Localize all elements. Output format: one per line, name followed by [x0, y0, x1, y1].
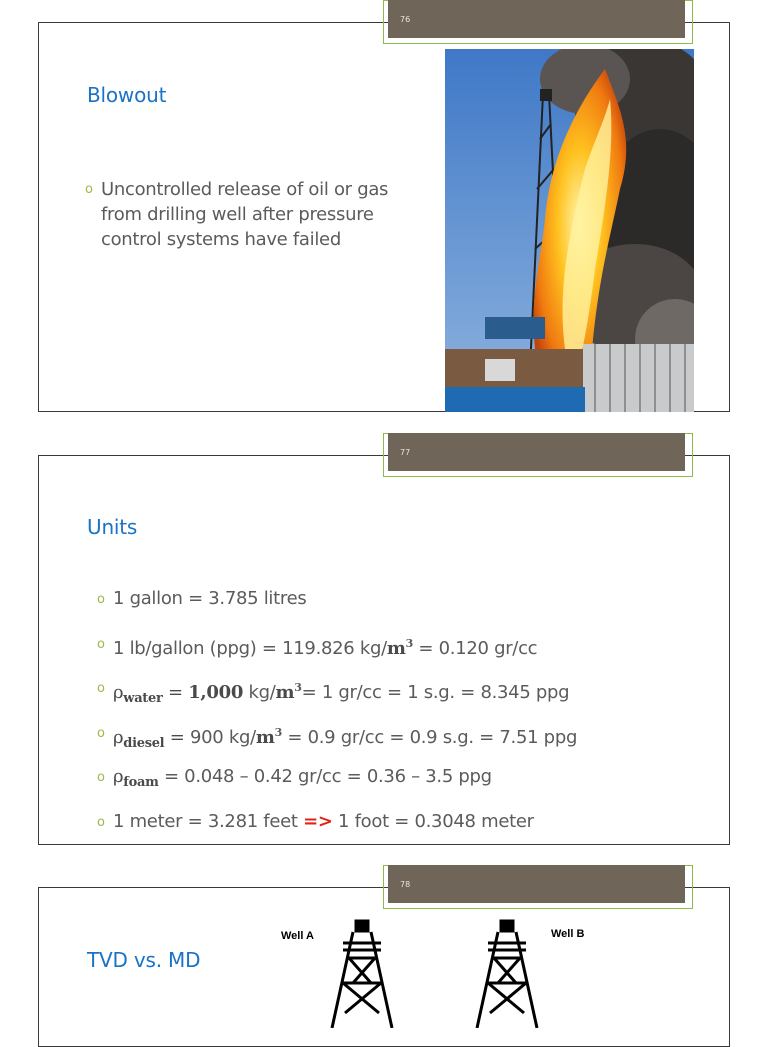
rho-symbol: ρ [113, 682, 124, 704]
bullet-item [85, 177, 415, 252]
slide-number-tab [388, 0, 685, 38]
equals-sign: = [162, 682, 189, 704]
well-a-derrick-icon [329, 918, 399, 1028]
bullet-text: = 0.9 gr/cc = 0.9 s.g. = 7.51 ppg [281, 726, 578, 748]
rho-subscript: diesel [123, 735, 165, 751]
drilling-rig-fire-photo [445, 49, 694, 412]
unit-exponent: 3 [405, 636, 413, 650]
bullet-list [85, 177, 415, 252]
unit-m: m [255, 726, 275, 748]
bullet-item [97, 720, 717, 765]
rho-subscript: foam [123, 775, 159, 791]
slide-number: 78 [400, 880, 411, 889]
well-a-label: Well A [281, 930, 315, 942]
bullet-text: 1 foot = 0.3048 meter [332, 810, 534, 832]
bullet-item [97, 675, 717, 720]
implies-arrow: => [303, 810, 333, 832]
slide-number-tab [388, 865, 685, 903]
well-b-label: Well B [551, 928, 585, 940]
slide-78 [38, 887, 730, 1047]
slide-number-tab [388, 433, 685, 471]
unit-exponent: 3 [274, 725, 282, 739]
bullet-mark: o [97, 636, 105, 652]
bullet-text: 1 gallon = 3.785 litres [113, 588, 307, 609]
bullet-mark: o [97, 725, 105, 741]
slide-76 [38, 22, 730, 412]
slide-number: 77 [400, 448, 411, 457]
bullet-mark: o [97, 770, 105, 786]
bullet-item [97, 809, 717, 854]
bullet-list [97, 586, 717, 854]
slide-77 [38, 455, 730, 845]
slide-number: 76 [400, 15, 411, 24]
bullet-text: = 1 gr/cc = 1 s.g. = 8.345 ppg [301, 682, 570, 704]
bullet-text: kg/ [243, 682, 276, 704]
bullet-mark: o [97, 592, 105, 607]
bullet-item [97, 586, 717, 631]
rho-symbol: ρ [113, 726, 124, 748]
well-b-derrick-icon [474, 918, 544, 1028]
bullet-item [97, 764, 717, 809]
slide-title: Blowout [87, 83, 167, 107]
bullet-text: Uncontrolled release of oil or gas from drilling well after pressure control systems have failed [101, 179, 389, 250]
bullet-text: 900 kg/ [189, 726, 256, 748]
bullet-text: = 0.048 – 0.42 gr/cc = 0.36 – 3.5 ppg [158, 766, 492, 788]
slide-title: TVD vs. MD [87, 948, 201, 972]
density-value: 1,000 [188, 682, 244, 704]
bullet-mark: o [97, 814, 105, 830]
rho-subscript: water [123, 691, 163, 707]
equals-sign: = [164, 726, 190, 748]
bullet-text: 1 lb/gallon (ppg) = 119.826 kg/ [113, 637, 387, 659]
unit-m: m [386, 637, 406, 659]
unit-m: m [275, 682, 295, 704]
bullet-text: = 0.120 gr/cc [413, 637, 538, 659]
bullet-text: 1 meter = 3.281 feet [113, 810, 304, 832]
slide-title: Units [87, 515, 138, 539]
bullet-item [97, 631, 717, 676]
bullet-mark: o [85, 182, 93, 197]
bullet-mark: o [97, 681, 105, 697]
rho-symbol: ρ [113, 766, 124, 788]
unit-exponent: 3 [294, 681, 302, 695]
